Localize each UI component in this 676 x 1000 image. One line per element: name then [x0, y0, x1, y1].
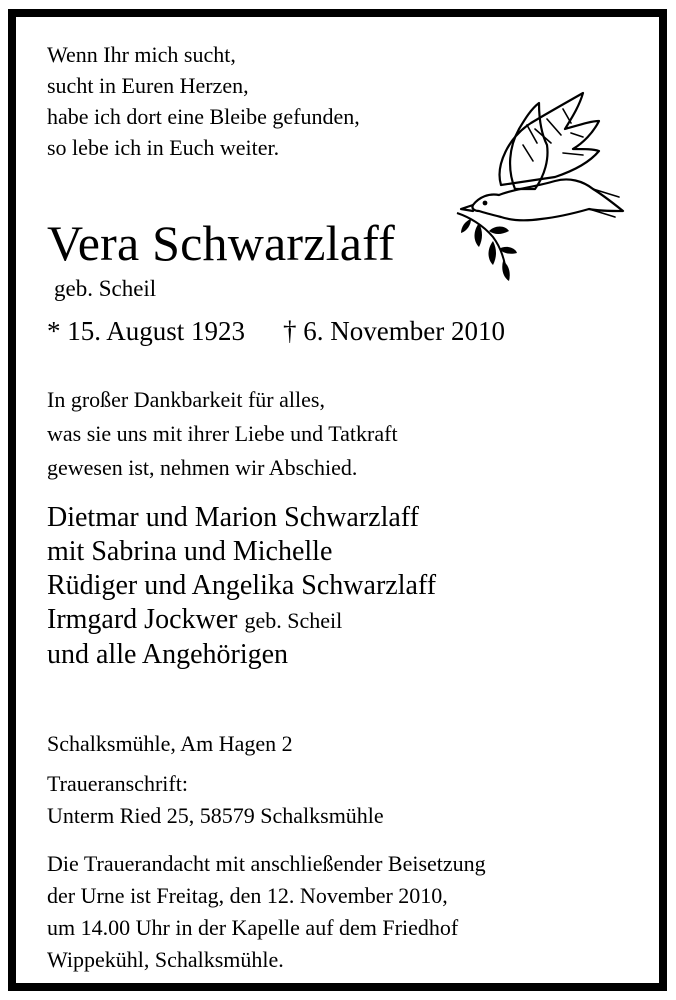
- service-line: der Urne ist Freitag, den 12. November 2010,: [47, 883, 448, 908]
- life-dates: [47, 313, 505, 349]
- poem-line: so lebe ich in Euch weiter.: [47, 135, 280, 160]
- thanks-line: In großer Dankbarkeit für alles,: [47, 387, 325, 412]
- dove-with-olive-branch-icon: [443, 85, 628, 285]
- poem: [47, 39, 360, 163]
- deceased-name: Vera Schwarzlaff: [47, 215, 395, 271]
- service-notice: [47, 848, 486, 976]
- service-line: Wippekühl, Schalksmühle.: [47, 947, 284, 972]
- address-label: Traueranschrift:: [47, 771, 188, 796]
- maiden-name: geb. Scheil: [54, 276, 157, 301]
- mourner-line: und alle Angehörigen: [47, 639, 289, 670]
- service-line: Die Trauerandacht mit anschließender Beisetzung: [47, 851, 486, 876]
- birth-date: * 15. August 1923: [47, 316, 246, 346]
- mourner-line: Rüdiger und Angelika Schwarzlaff: [47, 570, 437, 601]
- death-date: † 6. November 2010: [283, 316, 505, 346]
- thanks-line: gewesen ist, nehmen wir Abschied.: [47, 455, 358, 480]
- poem-line: habe ich dort eine Bleibe gefunden,: [47, 104, 360, 129]
- poem-line: Wenn Ihr mich sucht,: [47, 42, 236, 67]
- mourner-name: Irmgard Jockwer: [47, 604, 238, 635]
- address-value: Unterm Ried 25, 58579 Schalksmühle: [47, 803, 384, 828]
- mourning-address: [47, 768, 384, 832]
- obituary-frame: [8, 9, 667, 991]
- thanks-text: [47, 383, 398, 485]
- mourner-maiden-name: geb. Scheil: [244, 608, 343, 633]
- thanks-line: was sie uns mit ihrer Liebe und Tatkraft: [47, 421, 398, 446]
- mourner-line: mit Sabrina und Michelle: [47, 536, 333, 567]
- mourners-list: [47, 501, 436, 672]
- mourner-line: [47, 603, 436, 638]
- residence-place: Schalksmühle, Am Hagen 2: [47, 731, 293, 756]
- obituary-content: [16, 17, 659, 983]
- poem-line: sucht in Euren Herzen,: [47, 73, 249, 98]
- service-line: um 14.00 Uhr in der Kapelle auf dem Friedhof: [47, 915, 459, 940]
- mourner-line: Dietmar und Marion Schwarzlaff: [47, 502, 419, 533]
